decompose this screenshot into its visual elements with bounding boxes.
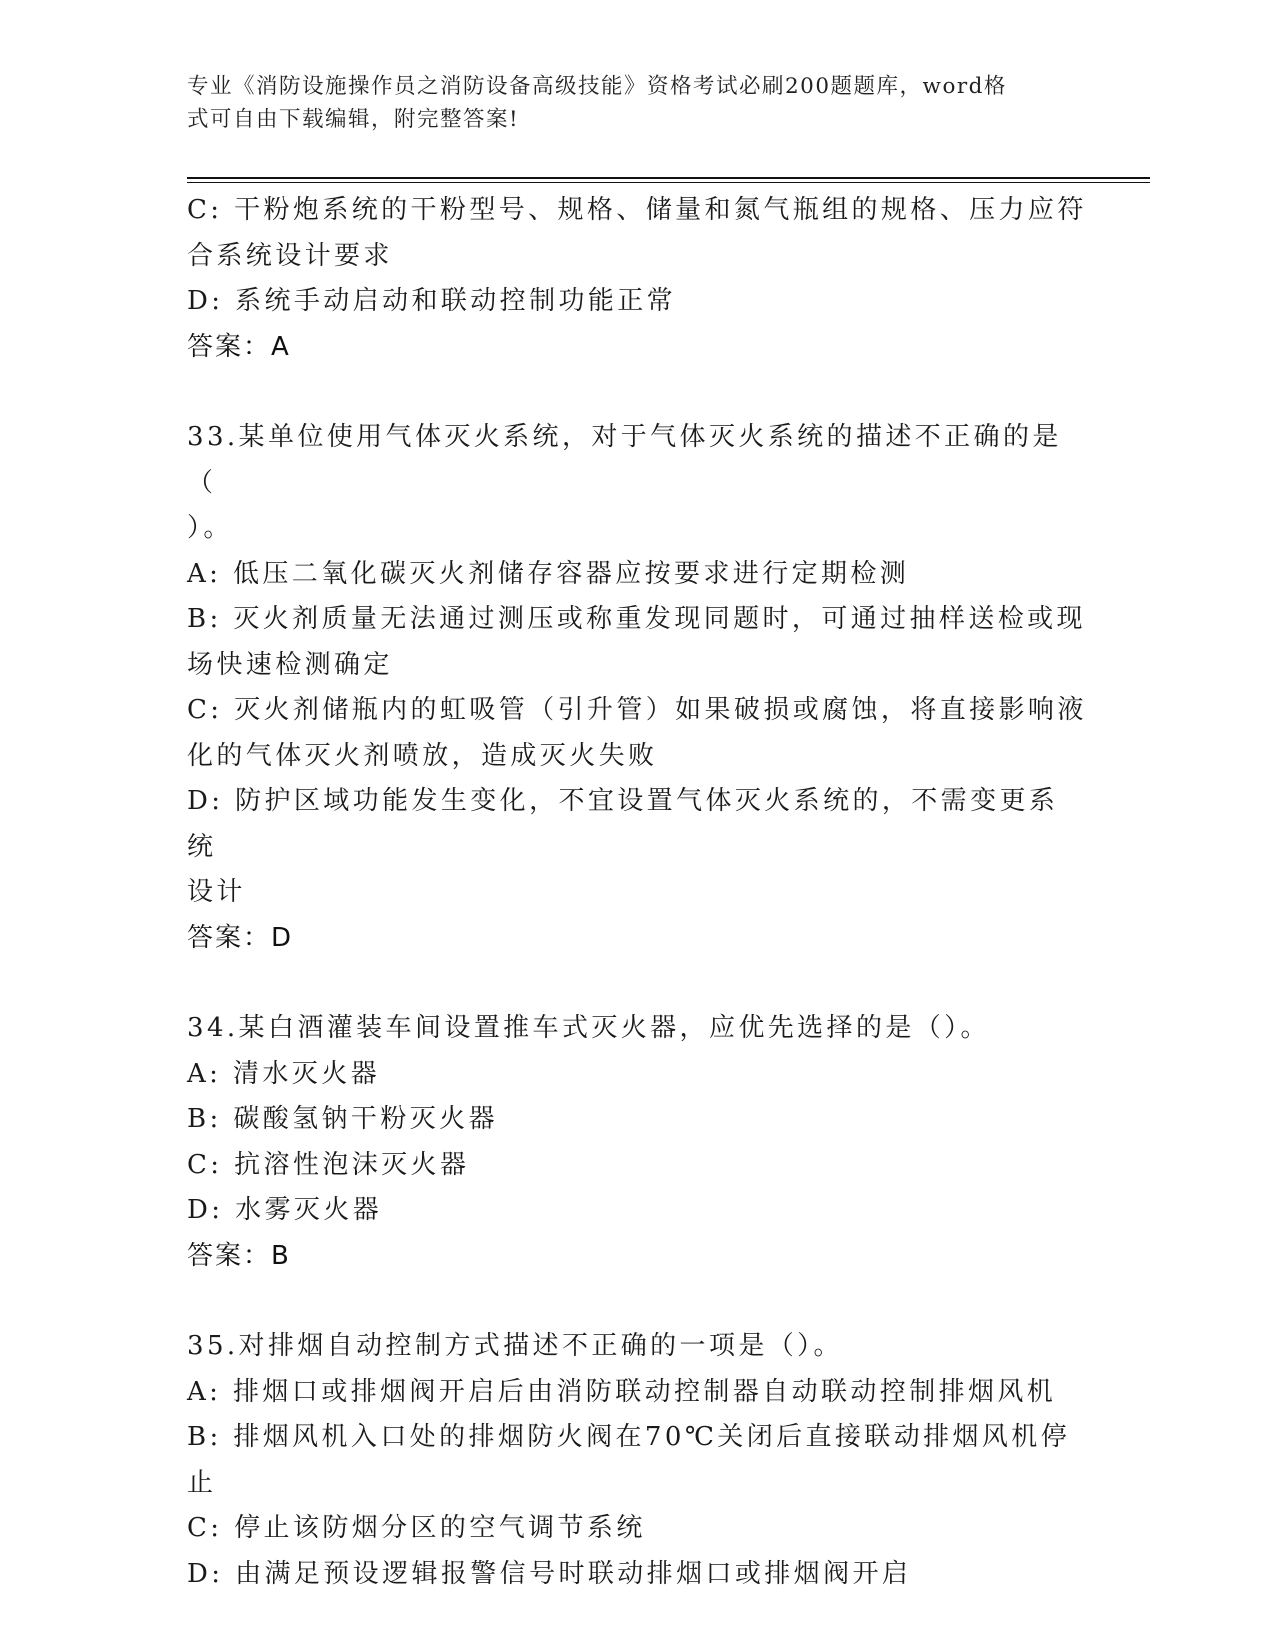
option-a: A: 低压二氧化碳灭火剂储存容器应按要求进行定期检测: [187, 558, 910, 589]
spacer: [187, 1279, 1087, 1324]
document-body: [187, 188, 1087, 1597]
spacer: [187, 370, 1087, 415]
page-header: [187, 70, 1067, 136]
question-35: [187, 1324, 1087, 1597]
question-stem: 35.对排烟自动控制方式描述不正确的一项是（）。: [187, 1331, 843, 1361]
option-c: C: 抗溶性泡沫灭火器: [187, 1149, 470, 1180]
header-line-1: 专业《消防设施操作员之消防设备高级技能》资格考试必刷200题题库，word格: [187, 74, 1007, 99]
question-33: [187, 415, 1087, 961]
question-32-carryover: [187, 188, 1087, 370]
header-rule-thick: [187, 177, 1150, 179]
question-stem: 34.某白酒灌装车间设置推车式灭火器，应优先选择的是（）。: [187, 1013, 990, 1043]
option-c-line-1: C: 干粉炮系统的干粉型号、规格、储量和氮气瓶组的规格、压力应符: [187, 195, 1087, 225]
answer-line: 答案：A: [187, 331, 291, 362]
question-stem-line-1: 33.某单位使用气体灭火系统，对于气体灭火系统的描述不正确的是（: [187, 422, 1062, 498]
option-d-line-2: 设计: [187, 877, 246, 907]
option-b-line-2: 场快速检测确定: [187, 649, 393, 680]
option-c-line-2: 合系统设计要求: [187, 240, 393, 271]
option-c-line-1: C: 灭火剂储瓶内的虹吸管（引升管）如果破损或腐蚀，将直接影响液: [187, 695, 1087, 725]
option-b: B: 排烟风机入口处的排烟防火阀在70℃关闭后直接联动排烟风机停止: [187, 1422, 1071, 1498]
option-d: D: 由满足预设逻辑报警信号时联动排烟口或排烟阀开启: [187, 1558, 912, 1589]
option-a: A: 排烟口或排烟阀开启后由消防联动控制器自动联动控制排烟风机: [187, 1376, 1057, 1407]
option-b-line-1: B: 灭火剂质量无法通过测压或称重发现同题时，可通过抽样送检或现: [187, 604, 1086, 634]
option-c: C: 停止该防烟分区的空气调节系统: [187, 1513, 646, 1543]
header-line-2: 式可自由下载编辑，附完整答案!: [187, 107, 520, 132]
spacer: [187, 961, 1087, 1006]
option-d: D: 系统手动启动和联动控制功能正常: [187, 286, 677, 316]
answer-line: 答案：D: [187, 922, 294, 953]
question-stem-line-2: ）。: [187, 513, 233, 543]
answer-line: 答案：B: [187, 1240, 291, 1271]
option-b: B: 碳酸氢钠干粉灭火器: [187, 1104, 498, 1134]
option-c-line-2: 化的气体灭火剂喷放，造成灭火失败: [187, 740, 658, 771]
option-d-line-1: D: 防护区域功能发生变化，不宜设置气体灭火系统的，不需变更系统: [187, 786, 1059, 862]
option-a: A: 清水灭火器: [187, 1058, 381, 1089]
header-rule-thin: [187, 182, 1150, 183]
option-d: D: 水雾灭火器: [187, 1195, 383, 1225]
question-34: [187, 1006, 1087, 1279]
